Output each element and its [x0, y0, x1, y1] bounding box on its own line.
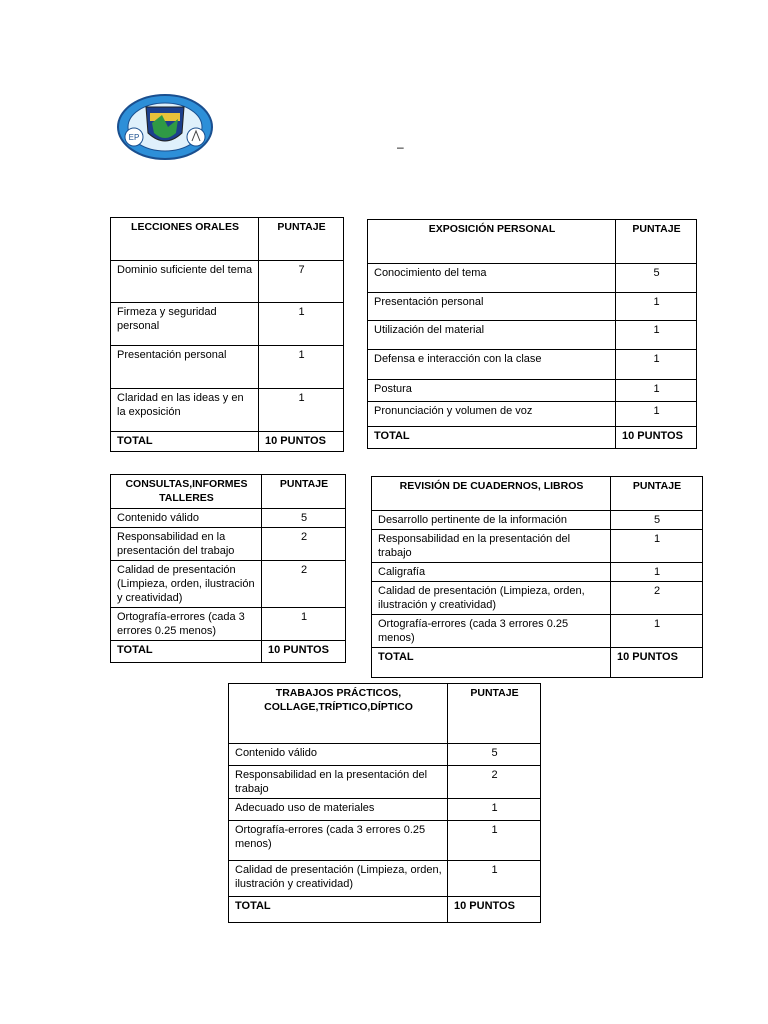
- score-cell: 1: [616, 321, 697, 350]
- table-row: [372, 615, 703, 648]
- score-cell: 1: [616, 293, 697, 321]
- criterion-cell: Pronunciación y volumen de voz: [368, 402, 616, 427]
- rubric-table-exposicion-personal: [367, 219, 697, 449]
- total-row: [229, 897, 541, 923]
- total-row: [111, 641, 346, 663]
- criterion-cell: Claridad en las ideas y en la exposición: [111, 389, 259, 432]
- column-header-score: PUNTAJE: [611, 477, 703, 511]
- criterion-cell: Adecuado uso de materiales: [229, 799, 448, 821]
- column-header-score: PUNTAJE: [616, 220, 697, 264]
- criterion-cell: TOTAL: [368, 427, 616, 449]
- table-row: [372, 563, 703, 582]
- criterion-cell: TOTAL: [229, 897, 448, 923]
- table-row: [229, 799, 541, 821]
- rubric-table-trabajos-practicos: [228, 683, 541, 923]
- table-row: [229, 821, 541, 861]
- criterion-cell: Ortografía-errores (cada 3 errores 0.25 menos): [229, 821, 448, 861]
- score-cell: 1: [611, 530, 703, 563]
- column-header-criterion: REVISIÓN DE CUADERNOS, LIBROS: [372, 477, 611, 511]
- table-row: [368, 321, 697, 350]
- rubric-table-lecciones-orales: [110, 217, 344, 452]
- score-cell: 2: [611, 582, 703, 615]
- criterion-cell: Presentación personal: [368, 293, 616, 321]
- score-cell: 10 PUNTOS: [616, 427, 697, 449]
- table-row: [111, 608, 346, 641]
- column-header-criterion: TRABAJOS PRÁCTICOS, COLLAGE,TRÍPTICO,DÍPTICO: [229, 684, 448, 744]
- column-header-score: PUNTAJE: [448, 684, 541, 744]
- criterion-cell: Contenido válido: [229, 744, 448, 766]
- table-row: [368, 380, 697, 402]
- criterion-cell: TOTAL: [372, 648, 611, 678]
- criterion-cell: Responsabilidad en la presentación del trabajo: [111, 528, 262, 561]
- table-row: [372, 511, 703, 530]
- header-dash: –: [397, 140, 404, 154]
- criterion-cell: TOTAL: [111, 641, 262, 663]
- score-cell: 5: [262, 509, 346, 528]
- criterion-cell: Ortografía-errores (cada 3 errores 0.25 menos): [111, 608, 262, 641]
- table-row: [111, 261, 344, 303]
- criterion-cell: Presentación personal: [111, 346, 259, 389]
- criterion-cell: Responsabilidad en la presentación del trabajo: [372, 530, 611, 563]
- score-cell: 10 PUNTOS: [448, 897, 541, 923]
- score-cell: 1: [448, 821, 541, 861]
- criterion-cell: Utilización del material: [368, 321, 616, 350]
- rubric-table-revision-cuadernos: [371, 476, 703, 678]
- score-cell: 1: [259, 303, 344, 346]
- score-cell: 1: [448, 799, 541, 821]
- criterion-cell: Calidad de presentación (Limpieza, orden, ilustración y creatividad): [111, 561, 262, 608]
- table-row: [111, 561, 346, 608]
- svg-text:EP: EP: [128, 133, 140, 142]
- total-row: [372, 648, 703, 678]
- table-row: [229, 744, 541, 766]
- score-cell: 2: [262, 561, 346, 608]
- table-row: [111, 346, 344, 389]
- table-row: [111, 509, 346, 528]
- criterion-cell: Postura: [368, 380, 616, 402]
- score-cell: 1: [611, 615, 703, 648]
- school-seal-icon: [116, 93, 214, 161]
- criterion-cell: Responsabilidad en la presentación del trabajo: [229, 766, 448, 799]
- criterion-cell: Calidad de presentación (Limpieza, orden, ilustración y creatividad): [372, 582, 611, 615]
- column-header-score: PUNTAJE: [259, 218, 344, 261]
- table-row: [368, 293, 697, 321]
- score-cell: 5: [611, 511, 703, 530]
- criterion-cell: Caligrafía: [372, 563, 611, 582]
- table-row: [368, 402, 697, 427]
- criterion-cell: Desarrollo pertinente de la información: [372, 511, 611, 530]
- criterion-cell: Conocimiento del tema: [368, 264, 616, 293]
- score-cell: 7: [259, 261, 344, 303]
- criterion-cell: Contenido válido: [111, 509, 262, 528]
- score-cell: 2: [262, 528, 346, 561]
- table-row: [368, 350, 697, 380]
- table-row: [372, 530, 703, 563]
- criterion-cell: Ortografía-errores (cada 3 errores 0.25 menos): [372, 615, 611, 648]
- score-cell: 1: [259, 389, 344, 432]
- score-cell: 10 PUNTOS: [262, 641, 346, 663]
- score-cell: 1: [616, 380, 697, 402]
- column-header-score: PUNTAJE: [262, 475, 346, 509]
- score-cell: 1: [259, 346, 344, 389]
- school-logo: [116, 93, 214, 161]
- score-cell: 10 PUNTOS: [611, 648, 703, 678]
- score-cell: 2: [448, 766, 541, 799]
- criterion-cell: Dominio suficiente del tema: [111, 261, 259, 303]
- score-cell: 1: [262, 608, 346, 641]
- table-row: [111, 389, 344, 432]
- criterion-cell: Defensa e interacción con la clase: [368, 350, 616, 380]
- table-row: [229, 861, 541, 897]
- score-cell: 1: [616, 402, 697, 427]
- rubric-table-consultas-informes: [110, 474, 346, 663]
- column-header-criterion: LECCIONES ORALES: [111, 218, 259, 261]
- score-cell: 1: [616, 350, 697, 380]
- table-row: [368, 264, 697, 293]
- table-row: [229, 766, 541, 799]
- table-row: [372, 582, 703, 615]
- score-cell: 5: [448, 744, 541, 766]
- score-cell: 5: [616, 264, 697, 293]
- criterion-cell: Firmeza y seguridad personal: [111, 303, 259, 346]
- column-header-criterion: EXPOSICIÓN PERSONAL: [368, 220, 616, 264]
- column-header-criterion: CONSULTAS,INFORMES TALLERES: [111, 475, 262, 509]
- table-row: [111, 528, 346, 561]
- score-cell: 1: [611, 563, 703, 582]
- criterion-cell: TOTAL: [111, 432, 259, 452]
- total-row: [368, 427, 697, 449]
- total-row: [111, 432, 344, 452]
- criterion-cell: Calidad de presentación (Limpieza, orden, ilustración y creatividad): [229, 861, 448, 897]
- table-row: [111, 303, 344, 346]
- score-cell: 10 PUNTOS: [259, 432, 344, 452]
- score-cell: 1: [448, 861, 541, 897]
